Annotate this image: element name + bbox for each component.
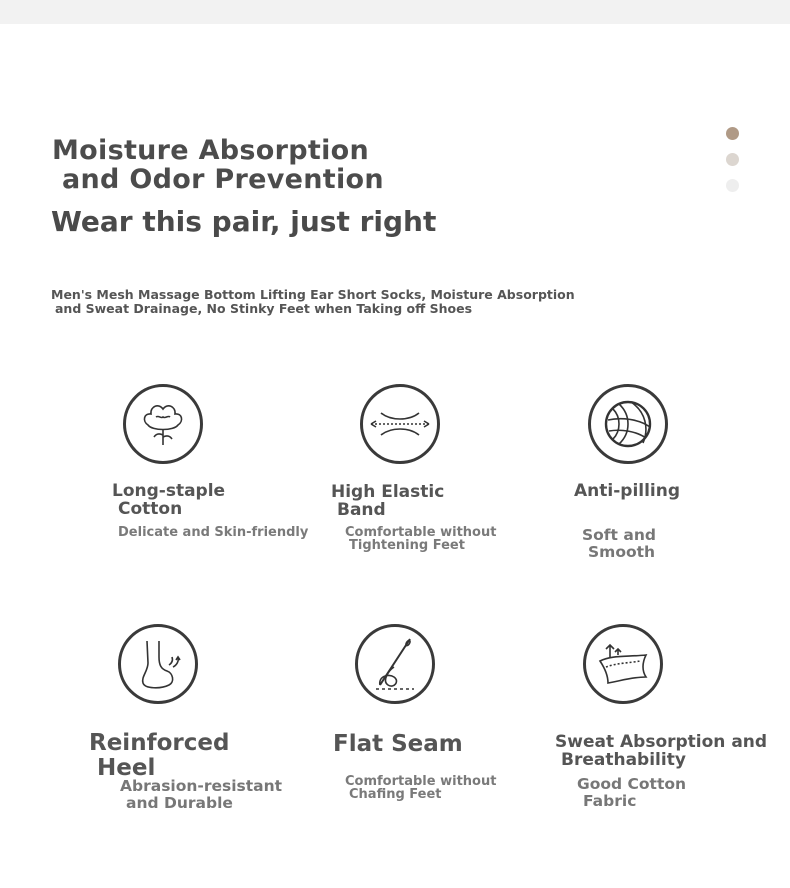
heel-icon xyxy=(118,624,198,704)
feature-6-desc: Good Cotton Fabric xyxy=(577,775,687,810)
feature-3-desc: Soft and Smooth xyxy=(582,526,656,561)
sweat-fabric-icon xyxy=(583,624,663,704)
feature-3-title: Anti-pilling xyxy=(574,481,681,501)
feature-5-desc: Comfortable without Chafing Feet xyxy=(345,774,497,802)
feature-2-desc: Comfortable without Tightening Feet xyxy=(345,525,497,553)
feature-1-title: Long-staple Cotton xyxy=(112,481,226,519)
carousel-dot-1[interactable] xyxy=(726,127,739,140)
elastic-band-icon xyxy=(360,384,440,464)
subheadline: Wear this pair, just right xyxy=(51,205,437,238)
description-line-1: Men's Mesh Massage Bottom Lifting Ear Short Socks, Moisture Absorption xyxy=(51,287,575,302)
yarn-ball-icon xyxy=(588,384,668,464)
product-description xyxy=(51,288,575,316)
carousel-dots xyxy=(726,127,740,205)
carousel-dot-3[interactable] xyxy=(726,179,739,192)
feature-4-title: Reinforced Heel xyxy=(89,730,230,781)
feature-1-desc: Delicate and Skin-friendly xyxy=(118,525,309,540)
cotton-icon xyxy=(123,384,203,464)
description-line-2: and Sweat Drainage, No Stinky Feet when Taking off Shoes xyxy=(55,301,473,316)
feature-4-desc: Abrasion-resistant and Durable xyxy=(120,777,283,812)
feature-2-title: High Elastic Band xyxy=(331,482,445,520)
needle-thread-icon xyxy=(355,624,435,704)
headline-line-2: and Odor Prevention xyxy=(62,164,384,195)
headline-line-1: Moisture Absorption xyxy=(52,135,370,166)
carousel-dot-2[interactable] xyxy=(726,153,739,166)
feature-5-title: Flat Seam xyxy=(333,731,463,757)
feature-6-title: Sweat Absorption and Breathability xyxy=(555,732,768,770)
top-bar xyxy=(0,0,790,24)
